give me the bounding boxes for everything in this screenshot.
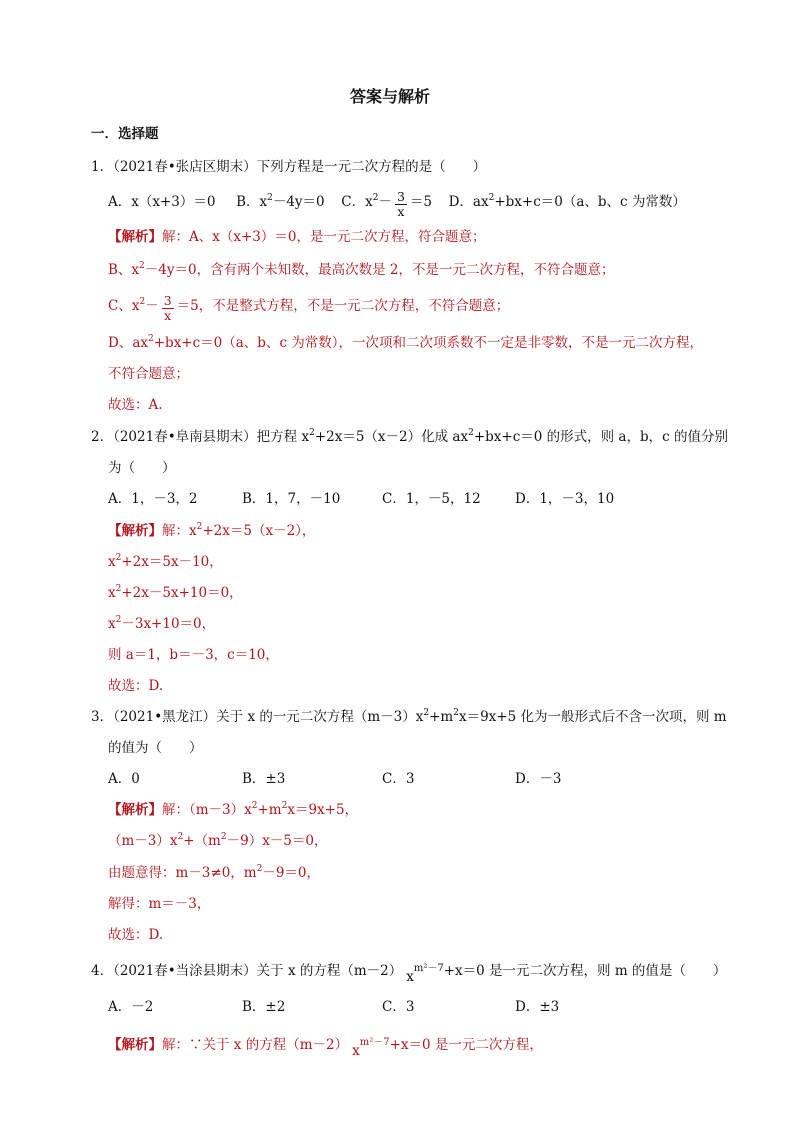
q3-analysis-line-4: 解得：m＝－3， [108,896,211,912]
q1-analysis-line-3: C、$x^2-$ $\frac{3}{x}$ ＝5，不是整式方程，不是一元二次方程，不符合题意； [108,293,510,323]
q1-option-b: B．$x^2-4y=0$ [236,193,325,210]
q1-option-d: D．$ax^2+bx+c=0(a$、b、c 为常数） [448,193,686,210]
q2-option-b: B．1，7，－10 [242,491,341,507]
q4-analysis-line-1: 【解析】解：∵关于 x 的方程（m－2） $x^{m^2-7}+x=0$ 是一元二次方程， [108,1037,543,1059]
q1-option-c: C．$x^2-$ $\frac{3}{x}$ ＝5 [341,189,432,219]
q2-stem: 2．（2021春•阜南县期末）把方程 $x^2+2x=5(x-2)$化成 $ax^2+bx+c=0$ 的形式，则 a，b，c 的值分别 [91,428,728,445]
q1-options [108,190,686,219]
q3-option-d: D．－3 [515,771,562,787]
q1-answer: 故选：A. [108,397,163,413]
analysis-tag: 【解析】 [108,1037,162,1053]
q1-stem: 1．（2021春•张店区期末）下列方程是一元二次方程的是（ ） [91,159,487,175]
analysis-tag: 【解析】 [108,229,162,245]
q3-answer: 故选：D. [108,927,164,943]
q2-analysis-line-4: $x^2-3x+10=0$， [108,615,216,632]
q3-option-c: C．3 [382,771,415,787]
q4-options [108,998,559,1016]
analysis-tag: 【解析】 [108,523,162,539]
q2-analysis-line-3: $x^2+2x-5x+10=0$， [108,584,243,601]
q3-option-a: A．0 [108,771,140,787]
q2-analysis-line-2: $x^2+2x=5x-10$， [108,553,223,570]
analysis-tag: 【解析】 [108,802,162,818]
q4-option-d: D．±3 [515,999,560,1015]
fraction: $\frac{3}{x}$ [163,293,172,323]
q2-analysis-line-1: 【解析】解：$x^2+2x=5(x-2)$， [108,522,316,539]
q2-answer: 故选：D. [108,678,164,694]
q3-stem-line-2: 的值为（ ） [108,740,203,756]
q4-option-b: B．±2 [242,999,286,1015]
q2-stem-line-2: 为（ ） [108,460,176,476]
q4-stem: 4．（2021春•当涂县期末）关于 x 的方程（m－2） $x^{m^2-7}+x=0$ 是一元二次方程，则 m 的值是（ ） [91,963,727,985]
q2-option-c: C．1，－5，12 [382,491,481,507]
q1-analysis-line-2: B、$x^2-4y=0$，含有两个未知数，最高次数是 2，不是一元二次方程，不符合题意； [108,261,615,278]
q1-analysis-line-4: D、$ax^2+bx+c=0(a$、b、c 为常数），一次项和二次项系数不一定是非零数，不是一元二次方程， [108,334,704,351]
q4-option-a: A．－2 [108,999,154,1015]
q4-option-c: C．3 [382,999,415,1015]
section-heading: 一．选择题 [91,126,159,142]
q2-option-a: A．1，－3，2 [108,491,198,507]
q2-analysis-line-5: 则 a＝1，b＝－3，c＝10， [108,647,279,663]
q1-option-a: A．x（x+3）＝0 [108,194,216,210]
q3-option-b: B．±3 [242,771,286,787]
q3-options [108,770,561,788]
q2-options [108,490,614,508]
fraction: $\frac{3}{x}$ [396,189,405,219]
page-title: 答案与解析 [350,87,431,106]
q1-analysis-line-1: 【解析】解：A、x（x+3）＝0，是一元二次方程，符合题意； [108,229,486,245]
q3-analysis-line-3: 由题意得：m－3≠0，$m^2-9=0$， [108,864,321,881]
q3-analysis-line-2: $(m-3)x^2+(m^2-9)x-5=0$， [108,832,328,849]
q2-option-d: D．1，－3，10 [515,491,615,507]
q3-stem: 3．（2021•黑龙江）关于 x 的一元二次方程$(m-3)x^2+m^2x=9x+5$ 化为一般形式后不含一次项，则 m [91,708,727,725]
q3-analysis-line-1: 【解析】解：$(m-3)x^2+m^2x=9x+5$， [108,801,359,818]
q1-analysis-line-5: 不符合题意； [108,366,189,382]
